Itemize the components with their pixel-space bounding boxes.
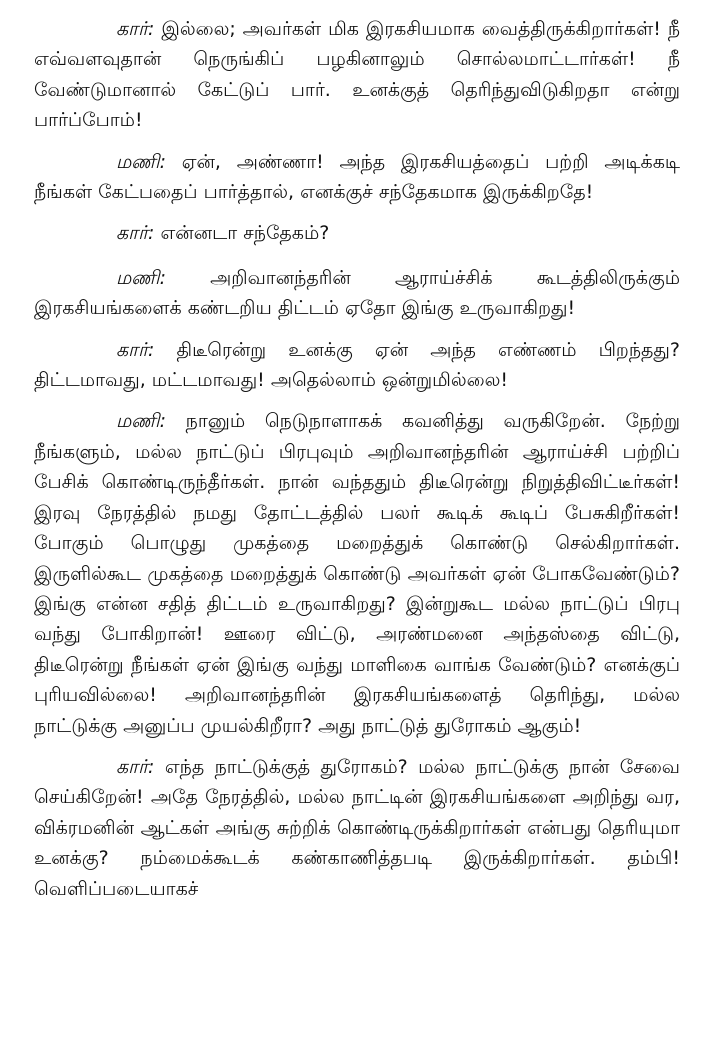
dialogue-text: ஏன், அண்ணா! அந்த இரகசியத்தைப் பற்றி அடிக்கடி நீங்கள் கேட்பதைப் பார்த்தால், எனக்குச் சந்தேகமாக இருக்கிறதே! — [34, 150, 680, 204]
dialogue-text: அறிவானந்தரின் ஆராய்ச்சிக் கூடத்திலிருக்கும் இரகசியங்களைக் கண்டறிய திட்டம் ஏதோ இங்கு உருவாகிறது! — [34, 266, 680, 320]
dialogue-paragraph — [34, 335, 680, 396]
speaker-label: மணி : — [116, 151, 182, 173]
speaker-label: கார் : — [116, 18, 161, 40]
dialogue-paragraph — [34, 147, 680, 208]
dialogue-paragraph — [34, 14, 680, 136]
dialogue-paragraph — [34, 406, 680, 740]
speaker-label: மணி : — [116, 267, 210, 289]
speaker-label: கார் : — [116, 222, 160, 244]
speaker-label: கார் : — [116, 756, 165, 778]
speaker-label: கார் : — [116, 339, 177, 361]
speaker-label: மணி : — [116, 410, 186, 432]
dialogue-text: என்னடா சந்தேகம்? — [160, 222, 330, 245]
dialogue-text: இல்லை; அவர்கள் மிக இரகசியமாக வைத்திருக்கிறார்கள்! நீ எவ்வளவுதான் நெருங்கிப் பழகினாலும் சொல்லமாட்டார்கள்! நீ வேண்டுமானால் கேட்டுப் பார். உனக்குத் தெரிந்துவிடுகிறதா என்று பார்ப்போம்! — [34, 18, 680, 132]
document-page — [34, 14, 680, 915]
dialogue-text: நானும் நெடுநாளாகக் கவனித்து வருகிறேன். நேற்று நீங்களும், மல்ல நாட்டுப் பிரபுவும் அறிவானந்தரின் ஆராய்ச்சி பற்றிப் பேசிக் கொண்டிருந்தீர்கள். நான் வந்ததும் திடீரென்று நிறுத்திவிட்டீர்கள்! இரவு நேரத்தில் நமது தோட்டத்தில் பலர் கூடிக் கூடிப் பேசுகிறீர்கள்! போகும் பொழுது முகத்தை மறைத்துக் கொண்டு செல்கிறார்கள். இருளில்கூட முகத்தை மறைத்துக் கொண்டு அவர்கள் ஏன் போகவேண்டும்? இங்கு என்ன சதித் திட்டம் உருவாகிறது? இன்றுகூட மல்ல நாட்டுப் பிரபு வந்து போகிறான்! ஊரை விட்டு, அரண்மனை அந்தஸ்தை விட்டு, திடீரென்று நீங்கள் ஏன் இங்கு வந்து மாளிகை வாங்க வேண்டும்? எனக்குப் புரியவில்லை! அறிவானந்தரின் இரகசியங்களைத் தெரிந்து, மல்ல நாட்டுக்கு அனுப்ப முயல்கிறீரா? அது நாட்டுத் துரோகம் ஆகும்! — [34, 410, 680, 737]
dialogue-text: எந்த நாட்டுக்குத் துரோகம்? மல்ல நாட்டுக்கு நான் சேவை செய்கிறேன்! அதே நேரத்தில், மல்ல நாட்டின் இரகசியங்களை அறிந்து வர, விக்ரமனின் ஆட்கள் அங்கு சுற்றிக் கொண்டிருக்கிறார்கள் என்பது தெரியுமா உனக்கு? நம்மைக்கூடக் கண்காணித்தபடி இருக்கிறார்கள். தம்பி! வெளிப்படையாகச் — [34, 755, 680, 900]
dialogue-paragraph — [34, 218, 680, 248]
dialogue-paragraph — [34, 752, 680, 904]
dialogue-paragraph — [34, 263, 680, 324]
dialogue-text: திடீரென்று உனக்கு ஏன் அந்த எண்ணம் பிறந்தது? திட்டமாவது, மட்டமாவது! அதெல்லாம் ஒன்றுமில்லை! — [34, 338, 680, 392]
